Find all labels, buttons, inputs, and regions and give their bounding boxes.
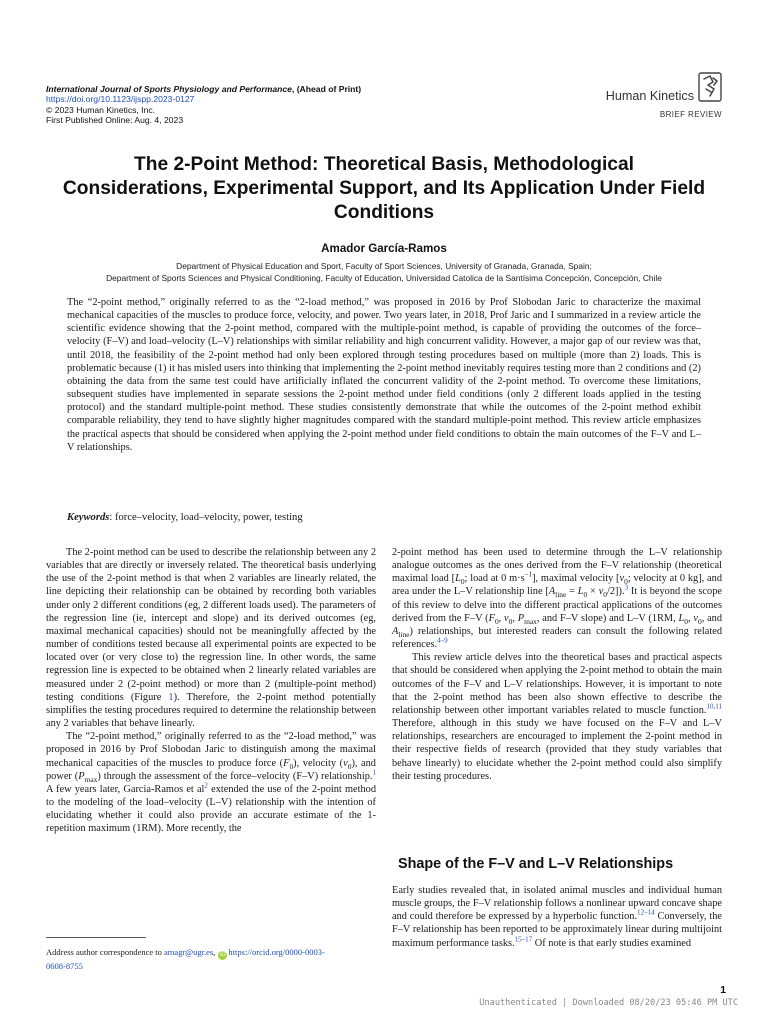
author-name: Amador García-Ramos	[321, 242, 447, 255]
orcid-icon: iD	[220, 952, 226, 958]
body-paragraph: 2-point method has been used to determine through the L–V relationship analogue outcomes as the ones derived from the F–V relationship (theoretical maximal load [$L_0$; load at 0 $m\cdot s^{-1}$], maximal velocity [$v_0$; velocity at 0 kg], and area under the L–V relationship line $[A_{line} = L_0 \times v_0/2]).^3$ It is beyond the scope of this review to delve into the different practical applications of the outcomes derived from the F–V ($F_0$, $v_0$, $P_{max}$, and F–V slope) and L–V (1RM, $L_0$, $v_0$, and $A_{line}$) relationships, but interested readers can consult the following related references.$^{4-9}$	[392, 547, 723, 651]
download-note: Unauthenticated | Downloaded 08/20/23 05:46 PM UTC	[479, 998, 738, 1008]
correspondence-footnote	[46, 946, 376, 972]
author-email-link[interactable]: amagr@ugr.es	[164, 947, 214, 957]
publisher-name: Human Kinetics	[605, 89, 694, 103]
body-paragraph: This review article delves into the theoretical bases and practical aspects that should be considered when applying the 2-point method to obtain the main outcomes of the F–V and L–V relationships. However, it is important to note that the 2-point method has been also shown effective to describe the relationship between other important variables related to muscle function.$^{10,11}$ Therefore, although in this study we have focused on the F–V and L–V relationships, researchers are encouraged to implement the 2-point method in their respective fields of research (provided that they study variables that behave linearly) to elucidate whether the 2-point method could also simplify their testing procedures.	[392, 652, 722, 782]
publisher-block	[576, 72, 726, 122]
section-heading: Shape of the F–V and L–V Relationships	[398, 856, 674, 872]
publication-date: First Published Online: Aug. 4, 2023	[46, 115, 184, 126]
doi-link[interactable]: https://doi.org/10.1123/ijspp.2023-0127	[46, 94, 195, 105]
footnote-rule	[46, 937, 146, 938]
body-paragraph: The 2-point method can be used to describe the relationship between any 2 variables that are directly or inversely related. The theoretical basis underlying the use of the 2-point method is that when 2 variables are linearly related, the line depicting their relationship can be obtained by recording both variables under only 2 different conditions (eg, 2 different loads used). The parameters of the regression line (ie, intercept and slope) and its derived outcomes (eg, maximal mechanical capacities) should not be meaningfully affected by the number of conditions tested because all experimental points are expected to be located over (or very close to) the regression line. In other words, the same regression line is expected to be obtained when 2 linearly related variables are measured under 2 (2-point method) or more than 2 (multiple-point method) testing conditions (Figure 1). Therefore, the 2-point method potentially simplifies the testing procedures required to determine the relationship between any 2 variables that behave linearly.	[46, 547, 376, 730]
page-number: 1	[720, 985, 726, 996]
copyright: © 2023 Human Kinetics, Inc.	[46, 104, 156, 115]
abstract: The “2-point method,” originally referred to as the “2-load method,” was proposed in 2016 by Prof Slobodan Jaric to characterize the maximal mechanical capacities of the muscles to produce force, velocity, and power. Two years later, in 2018, Prof Jaric and I summarized in a review article the scientific evidence showing that the 2-point method, compared with the multiple-point method, is capable of providing the outcomes of the force–velocity (F–V) and load–velocity (L–V) relationships with similar reliability and high concurrent validity. However, a major gap of our review was that, until 2018, the feasibility of the 2-point method had only been explored through testing procedures based on multiple (more than 2) loads. This is problematic because (1) it has misled users into thinking that implementing the 2-point method inevitably requires testing more than 2 conditions and (2) obtaining the data from the same test could have artificially inflated the concurrent validity of the 2-point method. To overcome these limitations, subsequent studies have implemented in separate sessions the 2-point method under field conditions (only 2 different loads applied in the testing protocol) and the standard multiple-point method. These studies consistently demonstrate that while the outcomes of the 2-point method exhibit comparable reliability, they tend to have slightly higher magnitudes compared with the standard multiple-point method. This review article emphasizes the practical aspects that should be considered when applying the 2-point method under field conditions to obtain the main outcomes of the F–V and L–V relationships.	[67, 297, 701, 453]
body-paragraph: The “2-point method,” originally referred to as the “2-load method,” was proposed in 2016 by Prof Slobodan Jaric to distinguish among the maximal mechanical capacities of the muscles to produce force $(F_0)$, velocity $(v_0)$, and power $(P_{max})$ through the assessment of the force–velocity (F–V) relationship.$^1$ A few years later, Garcia-Ramos et al$^2$ extended the use of the 2-point method to the modeling of the load–velocity (L–V) relationship with the intention of elucidating whether it could also provide an accurate estimate of the 1-repetition maximum (1RM). More recently, the	[46, 731, 376, 835]
body-column-right	[392, 546, 722, 783]
body-paragraph: Early studies revealed that, in isolated animal muscles and individual human muscle groups, the F–V relationship follows a nonlinear upward concave shape and could therefore be expressed by a hyperbolic function.$^{12-14}$ Conversely, the F–V relationship has been reported to be approximately linear during multijoint maximum performance tasks.$^{15-17}$ Of note is that early studies examined	[392, 885, 722, 949]
journal-name: International Journal of Sports Physiology and Performance	[46, 84, 292, 94]
orcid-url-part2: 0608-8755	[46, 961, 83, 971]
article-type-label: BRIEF REVIEW	[659, 110, 722, 119]
body-column-right-section	[392, 884, 722, 950]
footnote-separator: ,	[213, 947, 216, 957]
footnote-text: Address author correspondence to	[46, 947, 165, 957]
journal-header	[46, 84, 466, 126]
keywords-list: : force–velocity, load–velocity, power, testing	[109, 512, 303, 523]
keywords-label: Keywords	[67, 512, 110, 523]
journal-title-line	[46, 84, 466, 94]
keywords	[67, 512, 701, 523]
journal-status: , (Ahead of Print)	[291, 84, 362, 94]
affiliation-2: Department of Sports Sciences and Physical Conditioning, Faculty of Education, Universidad Catolica de la Santísima Concepción, Concepción, Chile	[106, 273, 662, 283]
article-title: The 2-Point Method: Theoretical Basis, Methodological Considerations, Experimental Support, and Its Application Under Field Conditions	[62, 154, 706, 223]
orcid-url-part1: https://orcid.org/0000-0003-	[228, 947, 325, 957]
human-kinetics-logo-icon	[698, 72, 722, 102]
body-column-left	[46, 546, 376, 835]
affiliation-1: Department of Physical Education and Sport, Faculty of Sport Sciences, University of Granada, Granada, Spain;	[176, 261, 592, 271]
